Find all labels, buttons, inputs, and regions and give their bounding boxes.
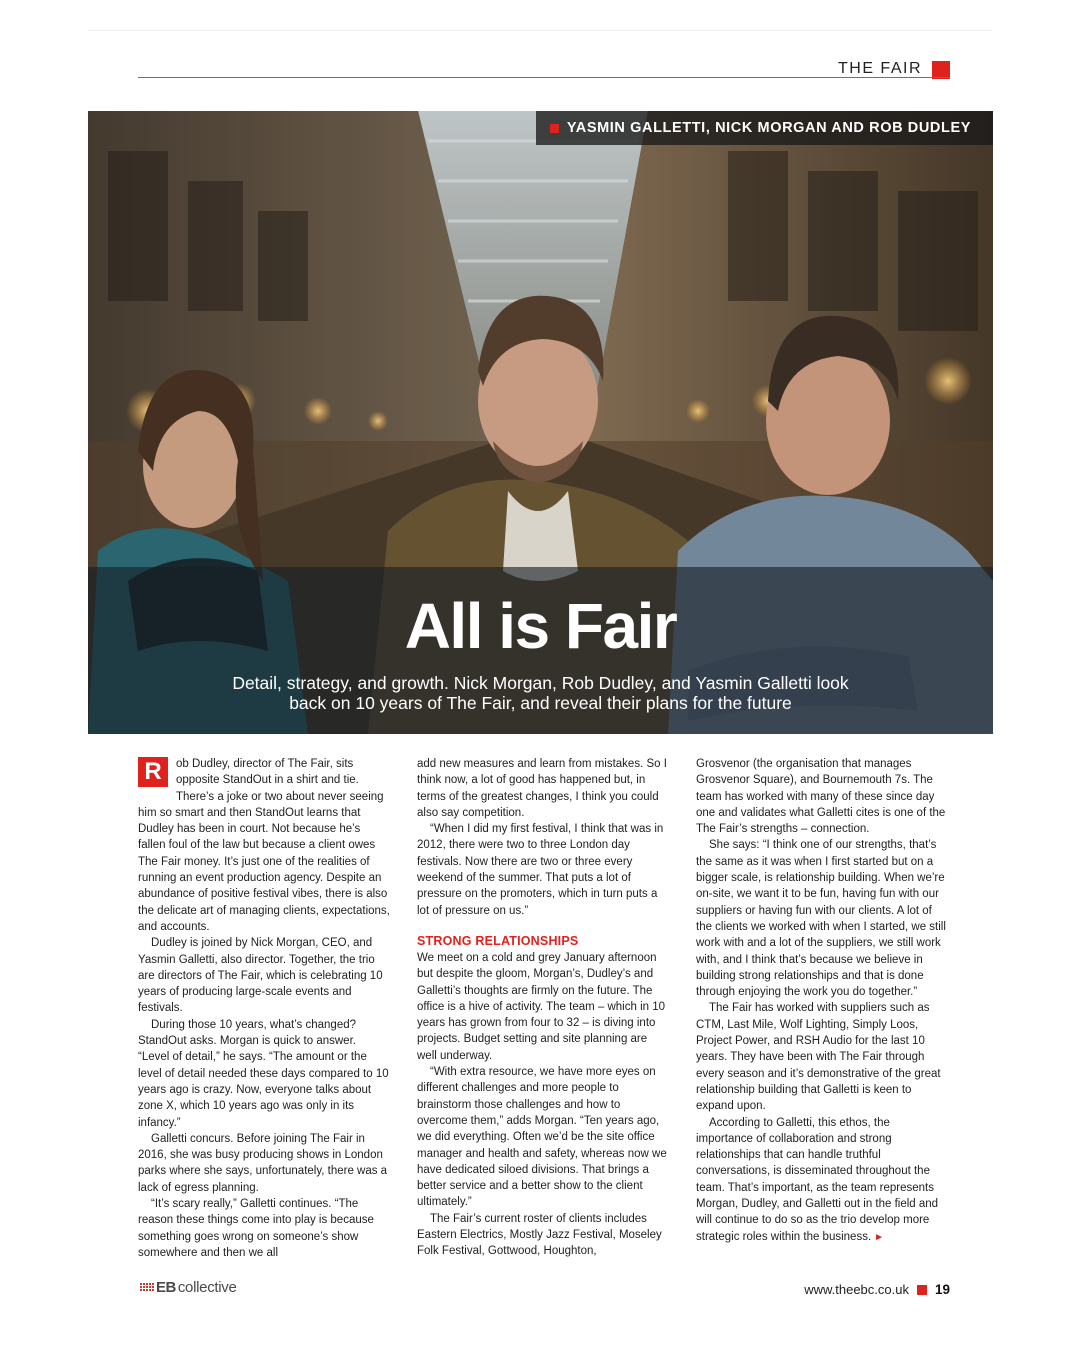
paragraph: The Fair has worked with suppliers such as CTM, Last Mile, Wolf Lighting, Simply Loos, Project Power, and RSH Audio for the last 10 years. They have been with The Fair through every season and it’s demonstrative of the great relationship building that Galletti is keen to expand upon. — [696, 1002, 941, 1113]
paragraph: Dudley is joined by Nick Morgan, CEO, and Yasmin Galletti, also director. Together, the trio are directors of The Fair, which is celebrating 10 years of producing large-scale events and festivals. — [138, 937, 383, 1015]
paragraph: The Fair’s current roster of clients includes Eastern Electrics, Mostly Jazz Festival, Moseley Folk Festival, Gottwood, Houghton, — [417, 1212, 662, 1258]
publication-logo — [140, 1280, 237, 1294]
page-number: 19 — [934, 1282, 950, 1297]
paragraph: Grosvenor (the organisation that manages Grosvenor Square), and Bournemouth 7s. The team has worked with many of these since day one and validates what Galletti cites is one of the The Fair’s strengths – connection. — [696, 758, 946, 836]
article-column-3 — [696, 756, 948, 1266]
standfirst — [208, 673, 873, 713]
hero-photo — [88, 111, 993, 734]
article-column-1 — [138, 756, 390, 1266]
paragraph: “When I did my first festival, I think that was in 2012, there were two to three London day festivals. Now there are two or three every weekend of the summer. That puts a lot of pressure on the promoters, which in turn puts a lot of pressure on us.” — [417, 823, 664, 917]
website-url: www.theebc.co.uk — [804, 1282, 909, 1297]
paragraph: add new measures and learn from mistakes. So I think now, a lot of good has happened but, in terms of the greatest changes, I think you could also say competition. — [417, 758, 667, 819]
headline: All is Fair — [404, 590, 677, 662]
paragraph-text: According to Galletti, this ethos, the importance of collaboration and strong relationships that can handle truthful conversations, is disseminated throughout the team. That’s important, as the team represents Morgan, Dudley, and Galletti out in the field and will continue to do so as the trio develop more strategic roles within the business. — [696, 1116, 939, 1243]
paragraph: Galletti concurs. Before joining The Fair in 2016, she was busy producing shows in London parks where she says, unfortunately, there was a lack of egress planning. — [138, 1132, 388, 1194]
paragraph — [696, 1115, 948, 1246]
drop-cap: R — [138, 757, 168, 787]
caption-marker — [550, 124, 559, 133]
article-body — [138, 756, 950, 1266]
caption-text: YASMIN GALLETTI, NICK MORGAN AND ROB DUDLEY — [566, 120, 971, 136]
paragraph: “With extra resource, we have more eyes on different challenges and more people to brainstorm those challenges and how to overcome them,” adds Morgan. “Ten years ago, we did everything. Often we’d be the site office manager and health and safety, whereas now we have dedicated siloed divisions. That brings a better service and a better show to the client ultimately.” — [417, 1066, 667, 1209]
logo-collective: collective — [177, 1278, 237, 1296]
paragraph: During those 10 years, what’s changed? StandOut asks. Morgan is quick to answer. “Level of detail,” he says. “The amount or the level of detail needed these days compared to 10 years ago is crazy. Now, everyone talks about zone X, which 10 years ago was only in its infancy.” — [138, 1018, 389, 1129]
paragraph — [138, 756, 390, 935]
section-rule — [138, 77, 950, 78]
standfirst-line-2: back on 10 years of The Fair, and reveal their plans for the future — [289, 693, 792, 713]
article-column-2 — [417, 756, 669, 1266]
end-of-article-icon: ► — [874, 1231, 885, 1243]
subheading: STRONG RELATIONSHIPS — [417, 933, 579, 948]
top-hairline — [88, 30, 992, 31]
paragraph-text: ob Dudley, director of The Fair, sits opposite StandOut in a shirt and tie. There’s a joke or two about never seeing him so smart and then StandOut learns that Dudley has been in court. Not because he’s fallen foul of the law but because a client owes The Fair money. It’s just one of the realities of running an event production agency. Despite an abundance of positive festival vibes, there is also the delicate art of managing clients, expectations, and accounts. — [138, 758, 390, 933]
page-footer — [804, 1282, 950, 1297]
paragraph: She says: “I think one of our strengths, that’s the same as it was when I first started but on a bigger scale, is relationship building. When we’re on-site, we want it to be fun, having fun with our suppliers or having fun with our clients. A lot of the clients we worked with when I started, we still work with and a lot of the suppliers, we still work with, and I think that’s because we believe in building strong relationships and that is done through enjoying the work you do together.” — [696, 839, 946, 999]
paragraph: “It’s scary really,” Galletti continues. “The reason these things come into play is because something goes wrong on someone’s show somewhere and then we all — [138, 1198, 374, 1259]
standfirst-line-1: Detail, strategy, and growth. Nick Morgan, Rob Dudley, and Yasmin Galletti look — [232, 673, 849, 693]
logo-dots-icon — [140, 1283, 154, 1291]
photo-caption — [536, 111, 993, 145]
paragraph: We meet on a cold and grey January afternoon but despite the gloom, Morgan’s, Dudley’s and Galletti’s thoughts are firmly on the future. The office is a hive of activity. The team – which in 10 years has grown from four to 32 – is diving into projects. Budget setting and site planning are well underway. — [417, 951, 666, 1062]
footer-marker — [917, 1285, 927, 1295]
section-label: THE FAIR — [837, 60, 922, 77]
logo-eb: EB — [156, 1278, 176, 1296]
